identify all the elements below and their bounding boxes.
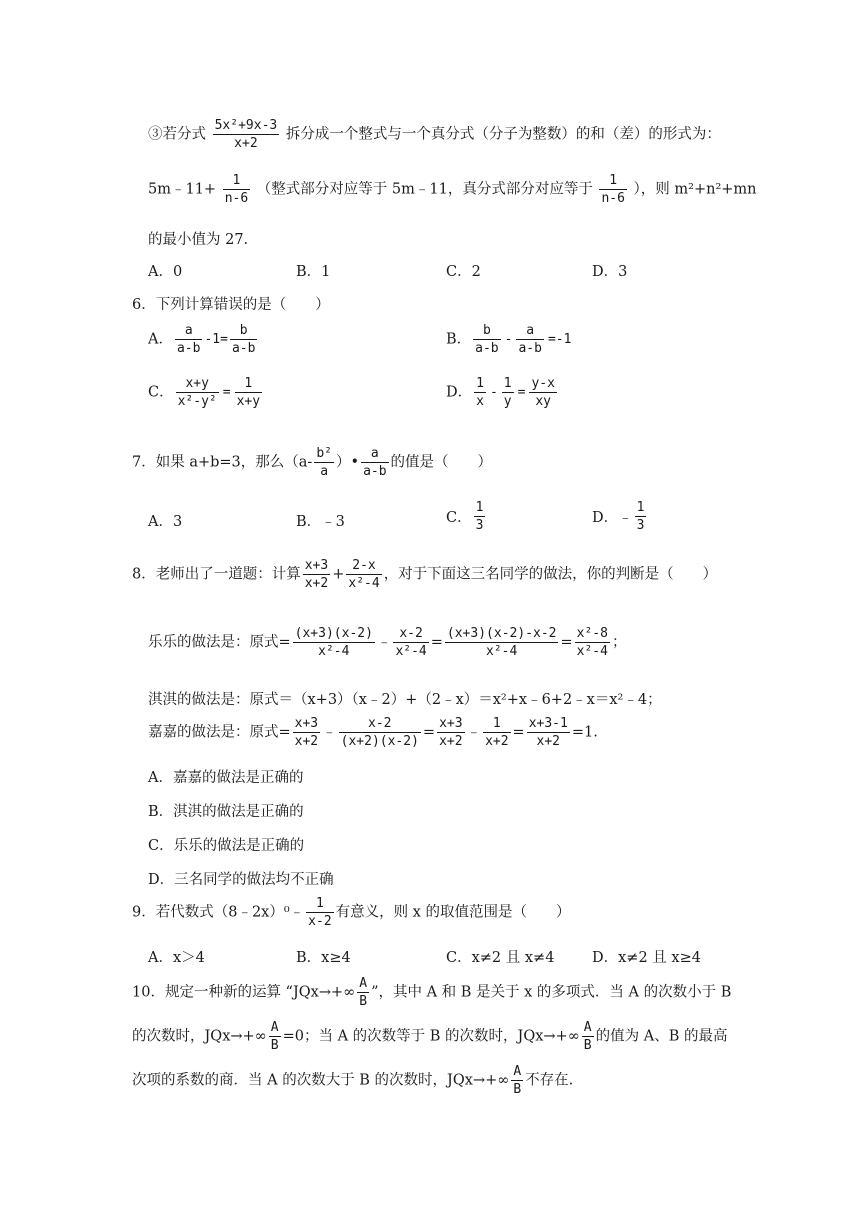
q6-option-d[interactable]: D． $\frac{1}{x}$ - $\frac{1}{y}$ = $\frac{y-x}{xy}$: [446, 376, 555, 409]
q5-line3: 的最小值为 27.: [148, 232, 249, 248]
q6-option-c[interactable]: C． $\frac{x+y}{\text{x²-y²}}$ = $\frac{1}{x+y}$: [148, 376, 261, 409]
q10-line2: 的次数时，JQx→+∞ $\frac{A}{B}$ =0；当 A 的次数等于 B 的次数时，JQx→+∞ $\frac{A}{B}$ 的值为 A、B 的最高: [132, 1020, 728, 1053]
option-b[interactable]: B．1: [296, 264, 331, 280]
q8-option-a[interactable]: A．嘉嘉的做法是正确的: [148, 770, 304, 786]
q6-stem: 6．下列计算错误的是（ ）: [132, 297, 330, 313]
lele-method: 乐乐的做法是：原式= $\frac{(x+3)(x-2)}{\text{x²-4}}$ ﹣ $\frac{x-2}{\text{x²-4}}$ = $\frac{(x+3)(x-2)-x-2}{\text{x²-4}}$ = $\frac{\text{x²-8}}{\text{x²-4}}$ ；: [148, 626, 627, 659]
option-d[interactable]: D．x≠2 且 x≥4: [592, 950, 701, 966]
jiajia-method: 嘉嘉的做法是：原式= $\frac{x+3}{x+2}$ ﹣ $\frac{x-2}{(x+2)(x-2)}$ = $\frac{x+3}{x+2}$ ﹣ $\frac{1}{x+2}$ = $\frac{x+3-1}{x+2}$ =1.: [148, 716, 598, 749]
option-c[interactable]: C． $\frac{1}{3}$: [446, 500, 484, 533]
q6-option-a[interactable]: A． $\frac{a}{a-b}$ -1= $\frac{b}{a-b}$: [148, 323, 256, 356]
option-a[interactable]: A．3: [148, 514, 183, 530]
option-d[interactable]: D．3: [592, 264, 628, 280]
qiqi-method: 淇淇的做法是：原式＝（x+3）（x﹣2）+（2﹣x）＝x²+x﹣6+2﹣x＝x²﹣4；: [148, 692, 662, 708]
q5-line2: [148, 173, 757, 206]
q10-line3: 次项的系数的商．当 A 的次数大于 B 的次数时，JQx→+∞ $\frac{A}{B}$ 不存在.: [132, 1064, 574, 1097]
q5-line1: [148, 118, 721, 151]
option-c[interactable]: C．2: [446, 264, 481, 280]
q8-option-d[interactable]: D．三名同学的做法均不正确: [148, 872, 334, 888]
option-b[interactable]: B．x≥4: [296, 950, 351, 966]
q9-stem: 9．若代数式（8﹣2x）⁰﹣ $\frac{1}{x-2}$ 有意义，则 x 的取值范围是（ ）: [132, 896, 571, 929]
q8-option-b[interactable]: B．淇淇的做法是正确的: [148, 804, 304, 820]
option-c[interactable]: C．x≠2 且 x≠4: [446, 950, 555, 966]
q5-fraction: $\frac{\text{5x²+9x-3}}{x+2}$: [214, 118, 278, 151]
option-d[interactable]: D．﹣ $\frac{1}{3}$: [592, 500, 645, 533]
q5-text: 5m﹣11+: [148, 181, 217, 198]
q6-option-b[interactable]: B． $\frac{b}{a-b}$ - $\frac{a}{a-b}$ =-1: [446, 323, 572, 356]
q5-fraction: $\frac{1}{n-6}$: [601, 173, 625, 206]
circled-three: ③: [148, 126, 163, 143]
q7-options: [148, 500, 768, 540]
option-a[interactable]: A．x＞4: [148, 950, 205, 966]
q5-text: ），则 m²+n²+mn: [633, 181, 757, 198]
option-a[interactable]: A．0: [148, 264, 183, 280]
q10-line1: 10．规定一种新的运算 “JQx→+∞ $\frac{A}{B}$ ”，其中 A 和 B 是关于 x 的多项式．当 A 的次数小于 B: [132, 976, 732, 1009]
q8-option-c[interactable]: C．乐乐的做法是正确的: [148, 838, 305, 854]
q5-text: 拆分成一个整式与一个真分式（分子为整数）的和（差）的形式为：: [285, 126, 721, 143]
q5-fraction: $\frac{1}{n-6}$: [224, 173, 249, 206]
q7-stem: 7．如果 a+b=3，那么（a- $\frac{\text{b²}}{a}$ ）• $\frac{a}{a-b}$ 的值是（ ）: [132, 446, 493, 479]
q5-text: （整式部分对应等于 5m﹣11，真分式部分对应等于: [256, 181, 593, 198]
q8-stem: 8．老师出了一道题：计算 $\frac{x+3}{x+2}$ + $\frac{2-x}{\text{x²-4}}$ ，对于下面这三名同学的做法，你的判断是（ ）: [132, 558, 718, 591]
option-b[interactable]: B．﹣3: [296, 514, 345, 530]
q5-text: 若分式: [162, 126, 206, 143]
